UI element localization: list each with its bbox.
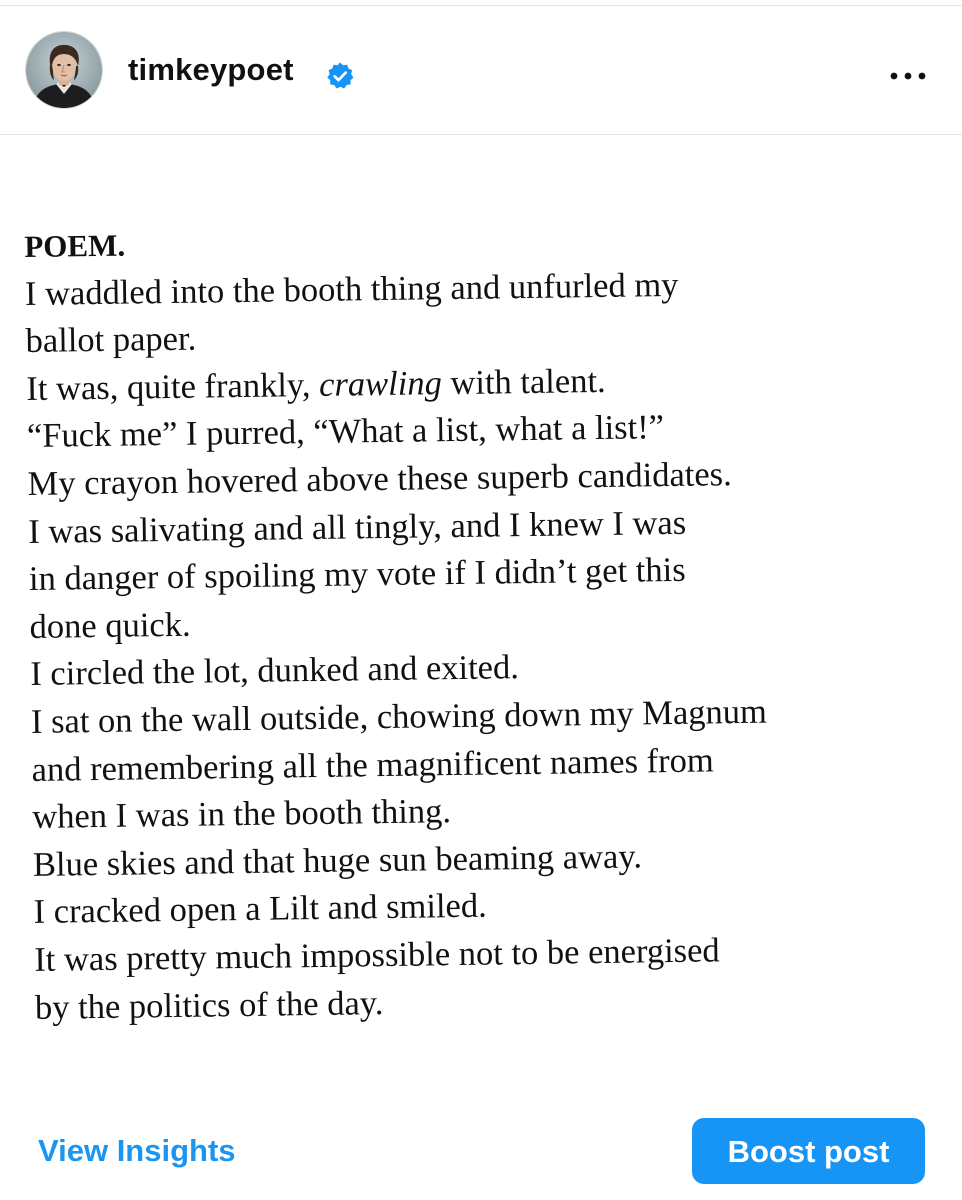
poem-text [24,210,955,1032]
poem-segment: and remembering all the magnificent names from [31,740,714,789]
poem-segment: Blue skies and that huge sun beaming away. [32,837,643,884]
poem-segment: I circled the lot, dunked and exited. [30,648,520,694]
post-image[interactable] [0,135,962,1095]
poem-segment: in danger of spoiling my vote if I didn’t get this [28,550,686,599]
poem-segment: ballot paper. [25,319,197,361]
poem-segment: I cracked open a Lilt and smiled. [33,886,487,932]
poem-segment: My crayon hovered above these superb candidates. [27,455,732,503]
poem-segment: It was, quite frankly, [26,365,320,408]
view-insights-link[interactable]: View Insights [38,1133,236,1168]
username[interactable]: timkeypoet [128,52,294,87]
verified-badge-icon [325,61,355,91]
poem-segment: with talent. [441,361,606,402]
more-options-icon[interactable] [886,66,930,86]
poem-segment: done quick. [29,605,191,646]
avatar[interactable] [25,31,103,109]
poem-lines [25,258,956,1032]
poem-segment: I sat on the wall outside, chowing down my Magnum [30,692,768,741]
poem-segment: “Fuck me” I purred, “What a list, what a list!” [26,408,665,456]
avatar-portrait-icon [26,32,102,108]
poem-segment: by the politics of the day. [34,983,384,1027]
post-header [0,6,962,135]
poem-title: POEM. [24,227,126,264]
poem-segment: I waddled into the booth thing and unfurled my [24,265,679,313]
poem-segment: I was salivating and all tingly, and I knew I was [28,503,687,551]
poem-segment: when I was in the booth thing. [32,792,452,837]
poem-segment: It was pretty much impossible not to be energised [34,931,720,979]
boost-post-button[interactable]: Boost post [692,1118,925,1184]
poem-emphasis: crawling [318,363,443,404]
